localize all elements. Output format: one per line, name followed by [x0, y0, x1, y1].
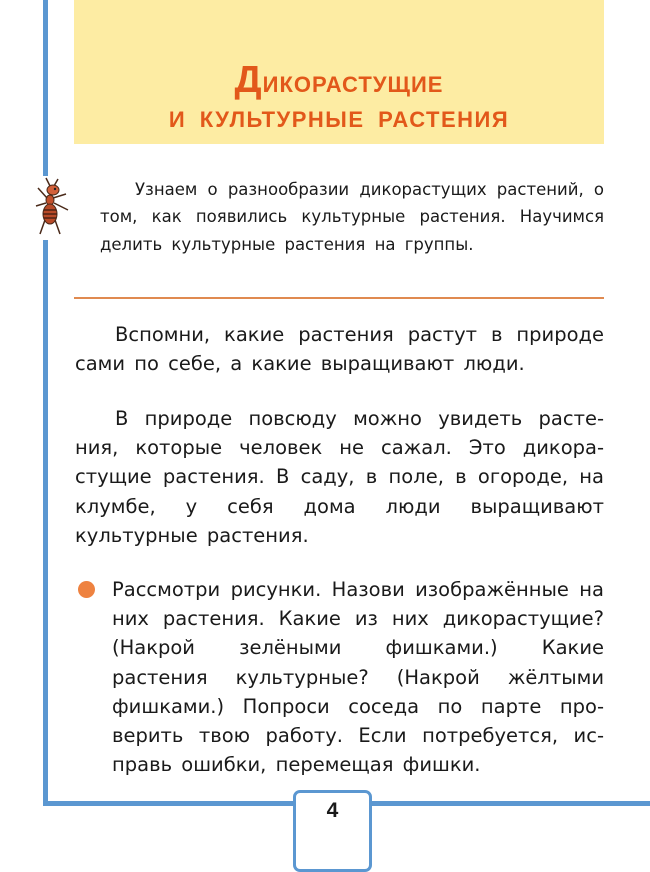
lesson-intro-text: Узнаем о разнообразии дикорастущих растений, о том, как появились культурные растения. Научимся делить культурные растения на группы.	[100, 180, 604, 254]
orange-circle-icon	[78, 581, 95, 598]
section-divider	[74, 297, 604, 299]
chapter-title-banner	[74, 0, 604, 144]
task-instruction-text: Рассмотри рисунки. Назови изображённые на них растения. Какие из них дикорастущие? (Накрой зелёными фишками.) Какие растения культурные? (Накрой жёлтыми фишками.) Попроси соседа по парте проверить твою работу. Если потребуется, исправь ошибки, перемещая фишки.	[112, 578, 604, 777]
title-line1-rest: ИКОРАСТУЩИЕ	[262, 72, 444, 97]
chapter-title-line2: И КУЛЬТУРНЫЕ РАСТЕНИЯ	[168, 107, 510, 132]
chapter-title-line1	[74, 60, 604, 105]
page-number: 4	[326, 799, 339, 822]
page-number-box	[293, 790, 372, 872]
title-drop-cap: Д	[234, 59, 263, 101]
ant-icon	[30, 176, 76, 240]
body-paragraph-2: В природе повсюду можно увидеть растения, которые человек не сажал. Это дикорастущие растения. В саду, в поле, в огороде, на клумбе, у себя дома люди выращивают культурные растения.	[75, 407, 604, 547]
body-paragraph-1: Вспомни, какие растения растут в природе сами по себе, а какие выращивают люди.	[75, 323, 604, 376]
page-frame-left-border	[43, 0, 48, 806]
